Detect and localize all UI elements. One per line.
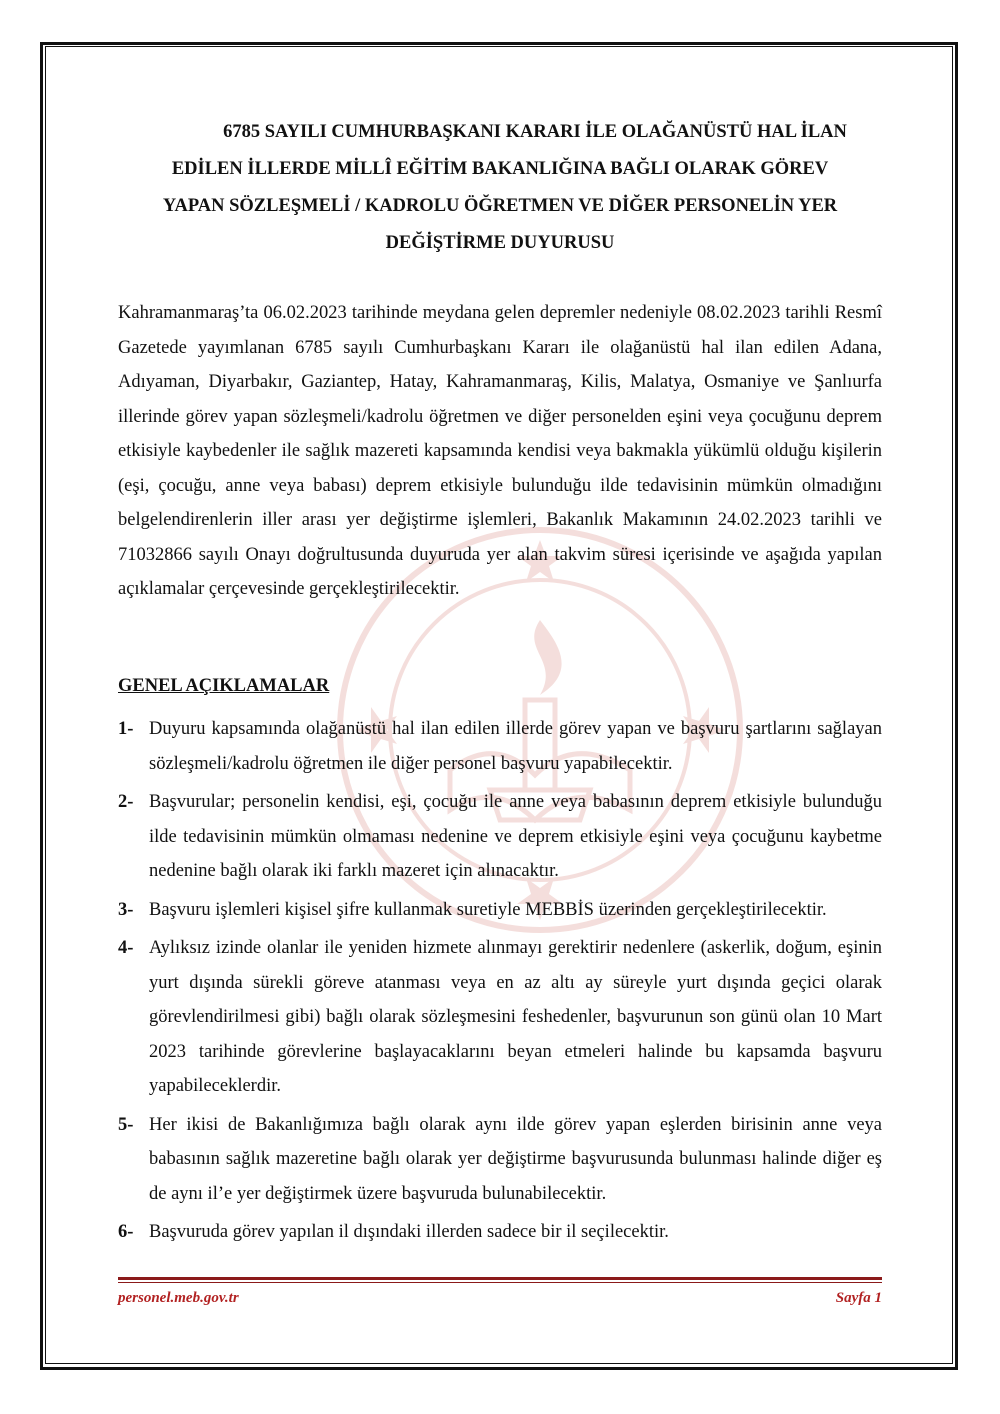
list-item-text: Her ikisi de Bakanlığımıza bağlı olarak aynı ilde görev yapan eşlerden birisinin anne veya babasının sağlık mazeretine bağlı olarak yer değiştirme başvurusunda bulunması halinde diğer eş de aynı il’e yer değiştirmek üzere başvuruda bulunabilecektir. (149, 1114, 882, 1204)
intro-paragraph: Kahramanmaraş’ta 06.02.2023 tarihinde meydana gelen depremler nedeniyle 08.02.2023 tarihli Resmî Gazetede yayımlanan 6785 sayılı Cumhurbaşkanı Kararı ile olağanüstü hal ilan edilen Adana, Adıyaman, Diyarbakır, Gaziantep, Hatay, Kahramanmaraş, Kilis, Malatya, Osmaniye ve Şanlıurfa illerinde görev yapan sözleşmeli/kadrolu öğretmen ve diğer personelden eşini veya çocuğunu deprem etkisiyle kaybedenler ile sağlık mazereti kapsamında kendisi veya bakmakla yükümlü olduğu kişilerin (eşi, çocuğu, anne veya babası) deprem etkisiyle bulunduğu ilde tedavisinin mümkün olmadığını belgelendirenlerin iller arası yer değiştirme işlemleri, Bakanlık Makamının 24.02.2023 tarihli ve 71032866 sayılı Onayı doğrultusunda duyuruda yer alan takvim süresi içerisinde ve aşağıda yapılan açıklamalar çerçevesinde gerçekleştirilecektir. (118, 303, 882, 599)
title-line-4: DEĞİŞTİRME DUYURUSU (385, 233, 615, 253)
list-item-text: Başvuru işlemleri kişisel şifre kullanmak suretiyle MEBBİS üzerinden gerçekleştirilecektir. (149, 899, 827, 920)
list-item-text: Duyuru kapsamında olağanüstü hal ilan edilen illerde görev yapan ve başvuru şartlarını sağlayan sözleşmeli/kadrolu öğretmen ile diğer personel başvuru yapabilecektir. (149, 719, 882, 774)
list-item (118, 712, 882, 781)
list-item-text: Başvuruda görev yapılan il dışındaki illerden sadece bir il seçilecektir. (149, 1222, 669, 1242)
list-item (118, 1215, 882, 1250)
general-explanations-list (118, 712, 882, 1254)
list-item-number: 6- (118, 1222, 134, 1242)
list-item-number: 1- (118, 719, 134, 739)
list-item-number: 5- (118, 1114, 134, 1135)
footer-divider-thin (118, 1282, 882, 1283)
title-line-3: YAPAN SÖZLEŞMELİ / KADROLU ÖĞRETMEN VE DİĞER PERSONELİN YER (162, 196, 838, 216)
footer-page-number: Sayfa 1 (835, 1290, 882, 1306)
section-title: GENEL AÇIKLAMALAR (118, 676, 330, 696)
title-line-1: 6785 SAYILI CUMHURBAŞKANI KARARI İLE OLAĞANÜSTÜ HAL İLAN (223, 122, 847, 142)
list-item-text: Aylıksız izinde olanlar ile yeniden hizmete alınmayı gerektirir nedenlere (askerlik, doğum, eşinin yurt dışında sürekli göreve atanması veya en az altı ay süreyle yurt dışında geçici olarak görevlendirilmesi gibi) bağlı olarak sözleşmesini feshedenler, başvurunun son günü olan 10 Mart 2023 tarihinde görevlerine başlayacaklarını beyan etmeleri halinde bu kapsamda başvuru yapabileceklerdir. (149, 938, 882, 1096)
footer-website-link[interactable]: personel.meb.gov.tr (118, 1290, 239, 1306)
list-item-number: 2- (118, 792, 134, 812)
list-item (118, 931, 882, 1104)
list-item (118, 893, 882, 928)
list-item-text: Başvurular; personelin kendisi, eşi, çocuğu ile anne veya babasının deprem etkisiyle bulunduğu ilde tedavisinin mümkün olmaması nedenine ve deprem etkisiyle eşini veya çocuğunu kaybetme nedenine bağlı olarak iki farklı mazeret için alınacaktır. (149, 792, 882, 881)
title-line-2: EDİLEN İLLERDE MİLLÎ EĞİTİM BAKANLIĞINA BAĞLI OLARAK GÖREV (171, 159, 829, 179)
footer-divider (118, 1277, 882, 1280)
list-item-number: 4- (118, 938, 134, 958)
list-item-number: 3- (118, 899, 134, 920)
list-item (118, 1108, 882, 1212)
document-title (118, 114, 882, 262)
list-item (118, 785, 882, 889)
